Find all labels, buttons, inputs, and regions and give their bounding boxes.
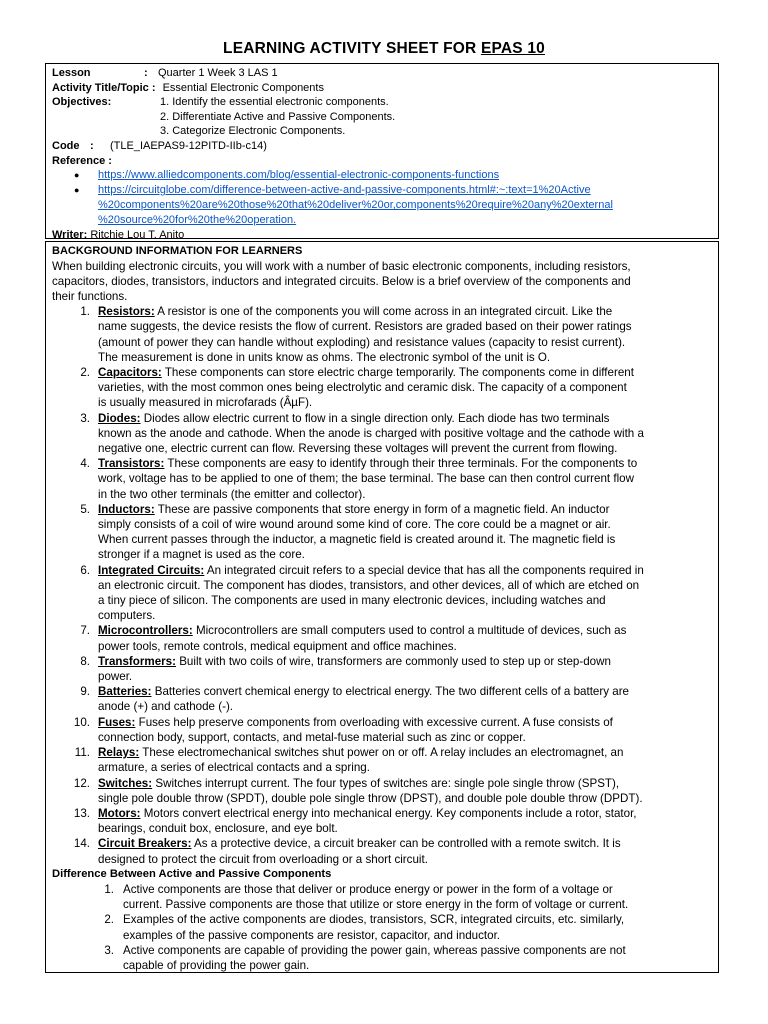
item-number: 3. [80,411,90,425]
component-description: Switches interrupt current. The four types of switches are: single pole single throw (SPST), [155,776,620,790]
background-heading: BACKGROUND INFORMATION FOR LEARNERS [52,245,303,257]
difference-item [52,912,712,942]
reference-item [52,183,712,228]
item-text-line [98,411,712,426]
component-description: A resistor is one of the components you will come across in an integrated circuit. Like the [157,305,613,319]
item-text-line [98,654,712,669]
item-text-line: Active components are capable of providing the power gain, whereas passive components are not [123,943,626,957]
difference-list [52,882,712,973]
item-number: 2. [80,366,90,380]
item-text-line: computers. [98,609,156,623]
item-number: 12. [73,776,90,790]
reference-link[interactable]: https://www.alliedcomponents.com/blog/essential-electronic-components-functions [98,169,500,182]
item-text-line: designed to protect the circuit from overloading or a short circuit. [98,852,428,866]
item-number: 9. [80,685,90,699]
item-text-line [98,456,712,471]
item-text-line: When current passes through the inductor, a magnetic field is created around it. The magnetic field is [98,533,616,547]
item-text-line: armature, a series of electrical contacts and a spring. [98,761,370,775]
component-item [52,411,712,457]
component-term: Resistors: [98,305,155,319]
item-number: 7. [80,624,90,638]
background-intro: When building electronic circuits, you will work with a number of basic electronic components, including resistors, capacitors, diodes, transistors, inductors and integrated circuits. Below is a brief overview of the components and their functions. [52,259,631,303]
item-text-line [98,684,712,699]
reference-item [52,168,712,183]
component-term: Transformers: [98,654,176,668]
item-text-line: connection body, support, contacts, and metal-fuse material such as zinc or copper. [98,730,526,744]
item-number: 10. [73,715,90,729]
background-info-box [45,241,719,973]
item-text-line: Active components are those that deliver or produce energy or power in the form of a voltage or [123,882,613,896]
item-text-line [98,806,712,821]
component-description: These components can store electric charge temporarily. The components come in different [164,366,634,380]
item-text-line [98,304,712,319]
component-description: Microcontrollers are small computers used to control a multitude of devices, such as [195,624,627,638]
objective-item: 1. Identify the essential electronic components. [160,96,389,109]
item-text-line: current. Passive components are those that utilize or store energy in the form of voltage or current. [123,898,629,912]
component-term: Integrated Circuits: [98,563,205,577]
item-text-line: The measurement is done in units know as ohms. The electronic symbol of the unit is O. [98,350,551,364]
item-text-line: a tiny piece of silicon. The components are used in many electronic devices, including watches and [98,594,606,608]
item-text-line: negative one, electric current can flow. Reversing these voltages will prevent the current from flowing. [98,442,618,456]
component-description: These electromechanical switches shut power on or off. A relay includes an electromagnet, an [142,746,624,760]
item-text-line [98,365,712,380]
component-item [52,745,712,775]
item-text-line: single pole double throw (SPDT), double pole single throw (DPST), and double pole double throw (DPDT). [98,791,643,805]
writer-label: Writer: [52,228,88,241]
objectives-label: Objectives: [52,96,112,109]
objectives-row [52,95,712,110]
item-number: 11. [74,746,90,760]
item-text-line [98,563,712,578]
activity-row [52,81,712,96]
activity-label: Activity Title/Topic : [52,81,156,94]
activity-value: Essential Electronic Components [162,81,324,94]
item-number: 5. [80,502,90,516]
component-term: Fuses: [98,715,136,729]
item-text-line: power. [98,670,133,684]
item-text-line: power tools, remote controls, medical equipment and office machines. [98,639,457,653]
component-item [52,623,712,653]
objective-item: 3. Categorize Electronic Components. [160,125,346,138]
component-term: Diodes: [98,411,141,425]
component-item [52,304,712,365]
component-term: Motors: [98,806,141,820]
item-text-line: capable of providing the power gain. [123,958,310,972]
item-number: 3. [104,943,114,957]
component-list [52,304,712,867]
item-text-line: anode (+) and cathode (-). [98,700,234,714]
item-text-line [98,836,712,851]
code-label: Code [52,139,80,152]
item-text-line [98,776,712,791]
reference-link-continued[interactable]: %20source%20for%20the%20operation. [98,213,297,226]
item-text-line [98,502,712,517]
reference-link[interactable]: https://circuitglobe.com/difference-between-active-and-passive-components.html#:~:text=1%20Active [98,184,591,197]
component-description: Diodes allow electric current to flow in a single direction only. Each diode has two terminals [143,411,610,425]
item-number: 6. [80,563,90,577]
component-term: Relays: [98,746,140,760]
item-text-line [98,715,712,730]
item-number: 4. [80,457,90,471]
component-description: Built with two coils of wire, transformers are commonly used to step up or step-down [179,654,611,668]
difference-heading: Difference Between Active and Passive Components [52,867,332,880]
difference-item [52,943,712,973]
component-term: Capacitors: [98,366,162,380]
component-item [52,563,712,624]
item-text-line: stronger if a magnet is used as the core. [98,548,305,562]
item-text-line: known as the anode and cathode. When the anode is charged with positive voltage and the cathode with a [98,426,644,440]
item-text-line: an electronic circuit. The component has diodes, transistors, and other devices, all of which are etched on [98,578,640,592]
component-description: As a protective device, a circuit breaker can be controlled with a remote switch. It is [194,837,621,851]
component-item [52,502,712,563]
component-term: Batteries: [98,685,152,699]
item-text-line: Examples of the active components are diodes, transistors, SCR, integrated circuits, etc. similarly, [123,913,625,927]
component-item [52,456,712,502]
page-title: LEARNING ACTIVITY SHEET FOR EPAS 10 [223,40,545,57]
component-term: Circuit Breakers: [98,837,192,851]
component-description: Fuses help preserve components from overloading with excessive current. A fuse consists of [138,715,613,729]
component-description: These components are easy to identify through their three terminals. For the components to [167,457,638,471]
lesson-info-box [45,63,719,239]
writer-value: Ritchie Lou T. Anito [90,228,185,241]
item-text-line: examples of the passive components are resistor, capacitor, and inductor. [123,928,501,942]
item-text-line: (amount of power they can handle without exploding) and resistance values (capacity to resist current). [98,335,626,349]
component-item [52,715,712,745]
item-number: 13. [73,806,90,820]
reference-link-continued[interactable]: %20components%20are%20those%20that%20deliver%20or,components%20require%20any%20external [98,198,613,211]
item-text-line: name suggests, the device resists the flow of current. Resistors are graded based on their power ratings [98,320,632,334]
lesson-row: Lesson : Quarter 1 Week 3 LAS 1 [52,67,278,79]
subject-code: EPAS 10 [480,40,545,57]
component-term: Microcontrollers: [98,624,193,638]
component-item [52,836,712,866]
item-text-line [98,623,712,638]
component-description: Batteries convert chemical energy to electrical energy. The two different cells of a battery are [154,685,630,699]
item-number: 8. [80,654,90,668]
component-item [52,365,712,411]
difference-item [52,882,712,912]
item-text-line: simply consists of a coil of wire wound around some kind of core. The core could be a magnet or air. [98,518,611,532]
component-description: Motors convert electrical energy into mechanical energy. Key components include a rotor, stator, [143,806,637,820]
component-item [52,776,712,806]
item-text-line: is usually measured in microfarads (ÂµF). [98,396,313,410]
component-item [52,684,712,714]
item-number: 14. [73,837,90,851]
code-value: (TLE_IAEPAS9-12PITD-IIb-c14) [110,139,267,152]
lesson-value: Quarter 1 Week 3 LAS 1 [158,67,278,79]
component-item [52,654,712,684]
component-item [52,806,712,836]
lesson-label: Lesson [52,67,91,79]
item-number: 2. [104,913,114,927]
component-description: An integrated circuit refers to a special device that has all the components required in [206,563,644,577]
item-text-line: bearings, conduit box, enclosure, and eye bolt. [98,822,338,836]
reference-label: Reference : [52,154,112,167]
item-text-line: varieties, with the most common ones being electrolytic and ceramic disk. The capacity of a component [98,381,627,395]
item-text-line [98,745,712,760]
component-term: Inductors: [98,502,155,516]
item-number: 1. [104,882,114,896]
component-term: Transistors: [98,457,165,471]
item-text-line: in the two other terminals (the emitter and collector). [98,487,366,501]
item-number: 1. [80,305,90,319]
item-text-line: work, voltage has to be applied to one of them; the base terminal. The base can then control current flow [98,472,634,486]
objective-item: 2. Differentiate Active and Passive Components. [160,110,396,123]
component-term: Switches: [98,776,153,790]
code-row: Code : (TLE_IAEPAS9-12PITD-IIb-c14) [52,139,267,152]
component-description: These are passive components that store energy in form of a magnetic field. An inductor [157,502,610,516]
